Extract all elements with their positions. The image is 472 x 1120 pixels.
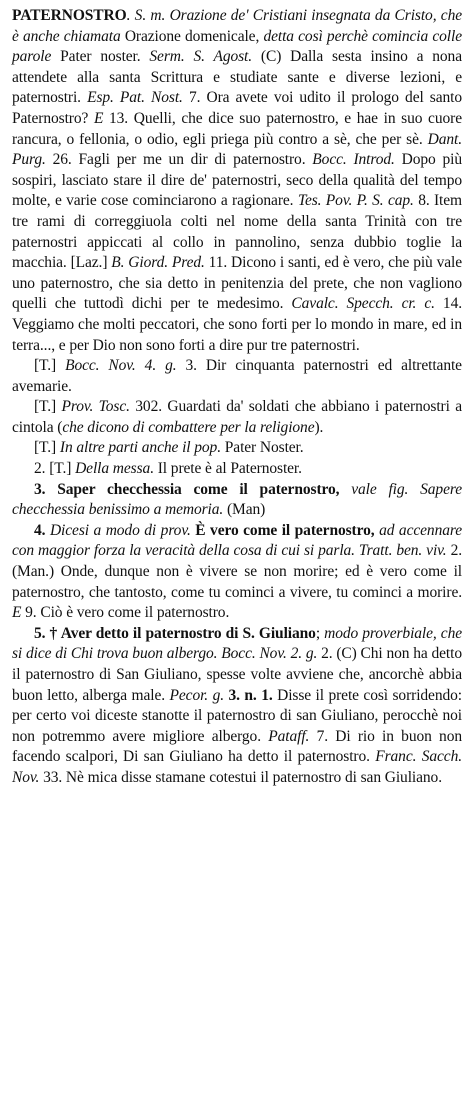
- italic-text: Bocc. Nov. 4. g.: [65, 357, 186, 375]
- italic-text: Pecor. g.: [169, 686, 229, 704]
- text-run: [T.]: [34, 439, 60, 457]
- italic-text: Tes. Pov. P. S. cap.: [297, 192, 419, 210]
- entry-sense-paragraph: [12, 459, 462, 480]
- text-run: (Man): [226, 501, 266, 519]
- entry-sense-paragraph: [12, 438, 462, 459]
- text-run: (C) Dalla sesta insino a nona attendete alla santa Scrittura e studiate sante e diverse lezioni, e paternostri.: [12, 48, 462, 107]
- italic-text: Dant. Purg.: [12, 130, 462, 169]
- italic-text: Esp. Pat. Nost.: [87, 89, 189, 107]
- text-run: [T.]: [34, 398, 62, 416]
- text-run: Orazione domenicale,: [124, 27, 264, 45]
- italic-text: ad accennare con maggior forza la veracità della cosa di cui si parla. Tratt. ben. viv.: [12, 521, 463, 560]
- italic-text: modo proverbiale, che si dice di Chi trova buon albergo. Bocc. Nov. 2. g.: [12, 624, 463, 663]
- italic-text: che dicono di combattere per la religione: [62, 418, 315, 436]
- italic-text: Serm. S. Agost.: [149, 48, 261, 66]
- italic-text: Prov. Tosc.: [61, 398, 136, 416]
- italic-text: Pataff.: [268, 727, 317, 745]
- bold-text: 3. Saper checchessia come il paternostro,: [34, 480, 352, 498]
- text-run: 3. Dir cinquanta paternostri ed altrettante avemarie.: [12, 357, 462, 395]
- bold-text: 3. n. 1.: [228, 686, 278, 704]
- text-run: 13. Quelli, che dice suo paternostro, e hae in suo cuore rancura, o fellonia, o odio, egli priega più contro a sè, che per sè.: [12, 109, 462, 148]
- entry-sense-paragraph: [12, 397, 462, 438]
- bold-text: 5. † Aver detto il paternostro di S. Giuliano: [34, 624, 316, 642]
- text-run: 2. (C) Chi non ha detto il paternostro di San Giuliano, spesse volte avviene che, ancorchè abbia buon letto, alberga male.: [12, 645, 462, 704]
- text-run: 7. Di rio in buon non facendo scalpori, Di san Giuliano ha detto il paternostro.: [12, 727, 462, 766]
- text-run: 26. Fagli per me un dir di paternostro.: [52, 151, 313, 169]
- text-run: 11. Dicono i santi, ed è vero, che più vale uno paternostro, che sia detto in penitenzia del prete, che non vagliono quelli che tuttodì dichi per te medesimo.: [12, 254, 462, 313]
- text-run: 2. [T.]: [34, 460, 76, 478]
- text-run: Dopo più sospiri, lasciato stare il dire de' paternostri, seco della qualità del tempo molte, e varie cose cominciarono a ragionare.: [12, 151, 463, 210]
- italic-text: . S. m. Orazione de' Cristiani insegnata da Cristo, che è anche chiamata: [12, 7, 462, 45]
- italic-text: In altre parti anche il pop.: [59, 439, 225, 457]
- text-run: 14. Veggiamo che molti peccatori, che sono forti per lo mondo in mare, ed in terra..., e per Dio non sono forti a dire pur tre paternostri.: [12, 295, 462, 354]
- text-run: Disse il prete così sorridendo: per certo voi diceste stanotte il paternostro di san Giuliano, perocchè noi non potremmo avere migliore albergo.: [12, 686, 462, 745]
- italic-text: B. Giord. Pred.: [111, 254, 209, 272]
- entry-sense-paragraph: [12, 624, 462, 789]
- text-run: ;: [315, 624, 325, 642]
- entry-sense-paragraph: [12, 356, 462, 397]
- italic-text: Bocc. Introd.: [312, 151, 402, 169]
- italic-text: Della messa.: [75, 460, 158, 478]
- text-run: 8. Item tre rami di correggiuola colti nel nome della santa Trinità con tre paternostri appiccati al collo in pannolino, senza dubbio toglie la macchia. [Laz.]: [12, 192, 462, 272]
- italic-text: E: [93, 109, 109, 127]
- text-run: 33. Nè mica disse stamane cotestui il paternostro di san Giuliano.: [43, 768, 442, 786]
- bold-text: È vero come il paternostro,: [195, 521, 380, 539]
- italic-text: vale fig. Sapere checchessia benissimo a memoria.: [12, 480, 462, 519]
- text-run: [T.]: [34, 357, 66, 375]
- bold-text: PATERNOSTRO: [12, 7, 127, 24]
- text-run: 9. Ciò è vero come il paternostro.: [25, 604, 230, 622]
- text-run: Il prete è al Paternoster.: [157, 460, 302, 478]
- text-run: 302. Guardati da' soldati che abbiano i paternostri a cintola (: [12, 398, 462, 436]
- italic-text: Dicesi a modo di prov.: [49, 521, 196, 539]
- text-run: Pater noster.: [60, 48, 150, 66]
- text-run: Pater Noster.: [224, 439, 304, 457]
- bold-text: 4.: [34, 521, 50, 539]
- text-run: 2. (Man.) Onde, dunque non è vivere se non morire; ed è vero come il paternostro, che tantosto, come tu cominci a vivere, tu cominci a morire.: [12, 542, 462, 601]
- italic-text: Cavalc. Specch. cr. c.: [291, 295, 443, 313]
- text-run: 7. Ora avete voi udito il prologo del santo Paternostro?: [12, 89, 463, 127]
- italic-text: E: [12, 604, 26, 622]
- entry-sense-paragraph: [12, 521, 462, 624]
- italic-text: detta così perchè comincia colle parole: [12, 27, 462, 66]
- italic-text: Franc. Sacch. Nov.: [12, 748, 462, 786]
- entry-sense-paragraph: [12, 480, 462, 521]
- entry-headword-paragraph: [12, 6, 462, 356]
- text-run: ).: [314, 418, 324, 436]
